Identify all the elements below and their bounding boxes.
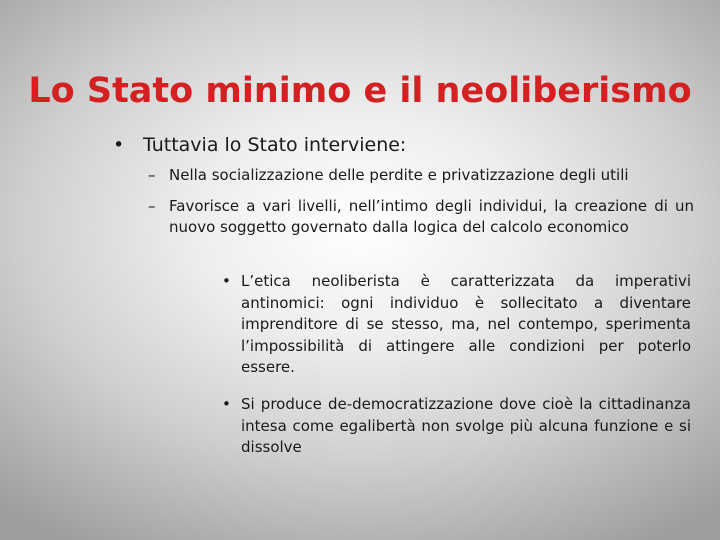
bullet-marker: • [113, 134, 125, 156]
third-level-bullet-item [222, 394, 691, 459]
dash-marker: – [148, 166, 156, 184]
dash-marker: – [148, 197, 156, 215]
slide-title: Lo Stato minimo e il neoliberismo [28, 71, 692, 112]
third-level-text: Si produce de-democratizzazione dove cioè la cittadinanza intesa come egalibertà non svolge più alcuna funzione e si dissolve [241, 395, 691, 456]
sub-bullet-text: Favorisce a vari livelli, nell’intimo degli individui, la creazione di un nuovo soggetto governato dalla logica del calcolo economico [169, 197, 694, 236]
sub-bullet-item [148, 196, 694, 237]
sub-bullet-item [148, 165, 694, 186]
third-level-text: L’etica neoliberista è caratterizzata da imperativi antinomici: ogni individuo è sollecitato a diventare imprenditore di se stesso, ma, nel contempo, sperimenta l’impossibilità di attingere alle condizioni per poterlo essere. [241, 272, 691, 376]
bullet-marker: • [222, 272, 231, 290]
bullet-marker: • [222, 395, 231, 413]
third-level-bullet-item [222, 271, 691, 379]
bullet-text: Tuttavia lo Stato interviene: [143, 134, 407, 156]
sub-bullet-text: Nella socializzazione delle perdite e privatizzazione degli utili [169, 166, 629, 184]
bullet-item [113, 132, 673, 158]
